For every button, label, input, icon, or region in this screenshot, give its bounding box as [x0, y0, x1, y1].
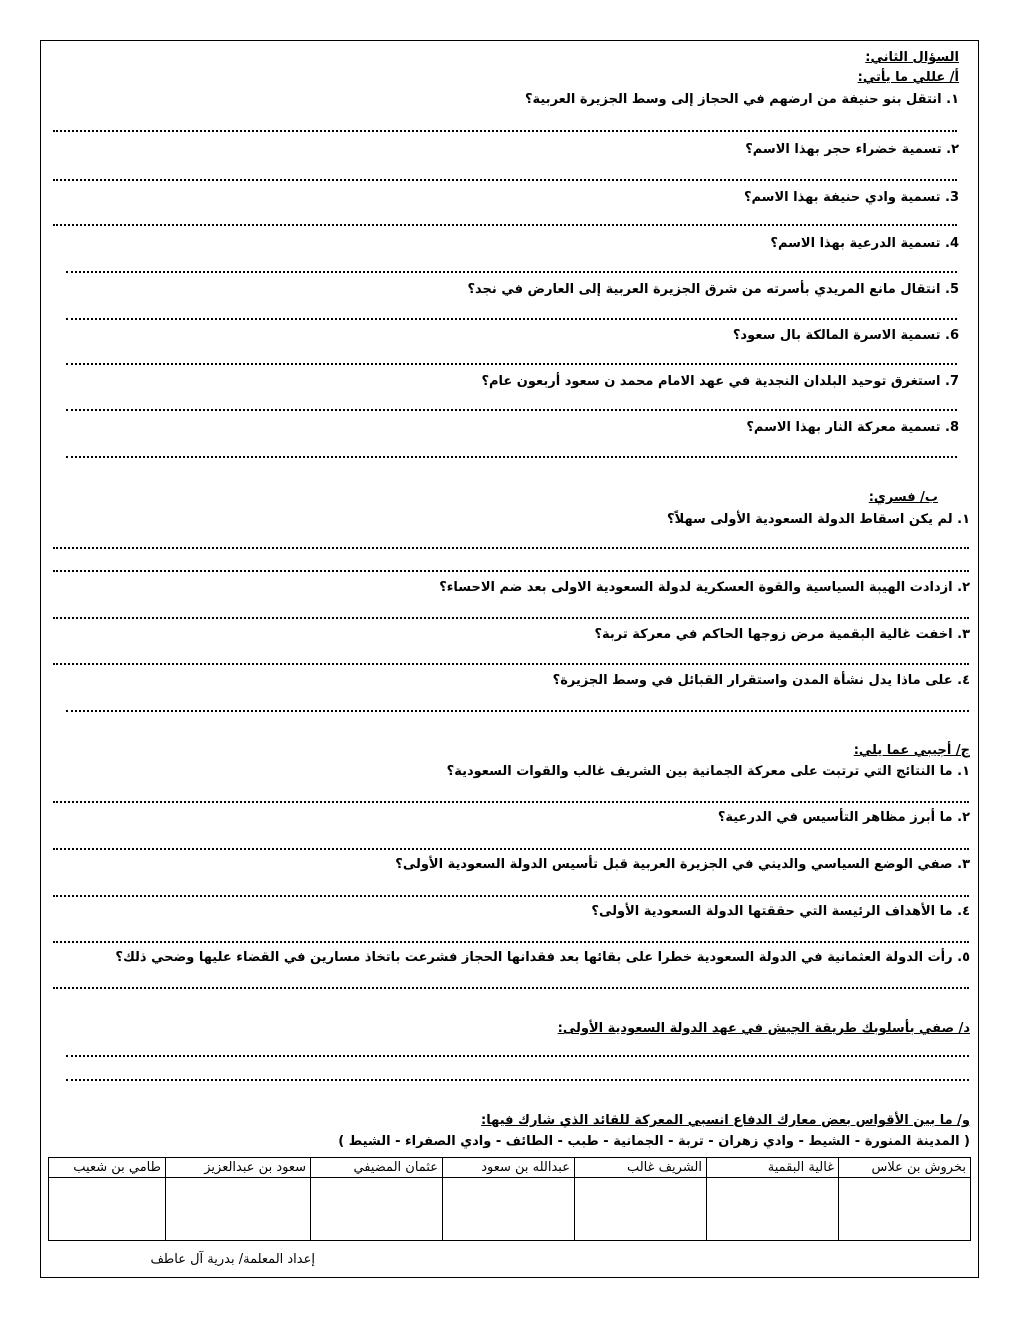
part-a-question: 8. تسمية معركة النار بهذا الاسم؟	[746, 420, 959, 435]
answer-cell[interactable]	[311, 1178, 443, 1241]
part-e-options: ( المدينة المنورة - الشيط - وادي زهران - تربة - الجمانية - طبب - الطائف - وادي الصفراء - الشيط )	[338, 1134, 970, 1149]
leader-header: عبدالله بن سعود	[443, 1158, 575, 1178]
leader-header: عثمان المضيفي	[311, 1158, 443, 1178]
part-b-title: ب/ فسري:	[868, 490, 938, 505]
answer-cell[interactable]	[839, 1178, 971, 1241]
part-c-question: ٣. صفي الوضع السياسي والديني في الجزيرة العربية قبل تأسيس الدولة السعودية الأولى؟	[395, 857, 970, 872]
leader-header: الشريف غالب	[575, 1158, 707, 1178]
answer-line[interactable]	[66, 271, 957, 273]
answer-line[interactable]	[53, 941, 969, 943]
answer-line[interactable]	[53, 895, 969, 897]
answer-cell[interactable]	[575, 1178, 707, 1241]
answer-line[interactable]	[53, 801, 969, 803]
part-c-question: ١. ما النتائج التي ترتبت على معركة الجمانية بين الشريف غالب والقوات السعودية؟	[446, 764, 970, 779]
answer-line[interactable]	[53, 547, 969, 549]
answer-line[interactable]	[66, 710, 969, 712]
part-a-question: ٢. تسمية خضراء حجر بهذا الاسم؟	[745, 142, 959, 157]
part-d-title: د/ صفي بأسلوبك طريقة الجيش في عهد الدولة السعودية الأولى:	[557, 1021, 970, 1036]
part-a-title: أ/ عللي ما يأتي:	[857, 70, 959, 85]
part-b-question: ١. لم يكن اسقاط الدولة السعودية الأولى سهلاً؟	[667, 512, 970, 527]
part-a-question: 7. استغرق توحيد البلدان النجدية في عهد الامام محمد ن سعود أربعون عام؟	[481, 374, 959, 389]
answer-line[interactable]	[53, 663, 969, 665]
leader-header: سعود بن عبدالعزيز	[166, 1158, 311, 1178]
answer-line[interactable]	[66, 409, 957, 411]
part-e-title: و/ ما بين الأقواس بعض معارك الدفاع انسبي المعركة للقائد الذي شارك فيها:	[481, 1113, 970, 1128]
table-answer-row	[49, 1178, 971, 1241]
answer-line[interactable]	[53, 130, 957, 132]
answer-line[interactable]	[53, 987, 969, 989]
part-b-question: ٢. ازدادت الهيبة السياسية والقوة العسكرية لدولة السعودية الاولى بعد ضم الاحساء؟	[439, 580, 970, 595]
answer-cell[interactable]	[49, 1178, 166, 1241]
part-a-question: 6. تسمية الاسرة المالكة بال سعود؟	[732, 328, 959, 343]
answer-line[interactable]	[53, 570, 969, 572]
answer-cell[interactable]	[707, 1178, 839, 1241]
part-c-question: ٢. ما أبرز مظاهر التأسيس في الدرعية؟	[717, 810, 970, 825]
answer-cell[interactable]	[443, 1178, 575, 1241]
leader-header: غالية البقمية	[707, 1158, 839, 1178]
answer-line[interactable]	[66, 1079, 969, 1081]
answer-line[interactable]	[53, 179, 957, 181]
table-header-row	[49, 1158, 971, 1178]
teacher-signature: إعداد المعلمة/ بدرية آل عاطف	[150, 1252, 315, 1267]
part-a-question: ١. انتقل بنو حنيفة من ارضهم في الحجاز إلى وسط الجزيرة العربية؟	[524, 92, 959, 107]
answer-line[interactable]	[66, 363, 957, 365]
leaders-table	[48, 1157, 971, 1241]
part-a-question: 5. انتقال مانع المريدي بأسرته من شرق الجزيرة العربية إلى العارض في نجد؟	[467, 282, 959, 297]
answer-cell[interactable]	[166, 1178, 311, 1241]
leader-header: بخروش بن علاس	[839, 1158, 971, 1178]
answer-line[interactable]	[53, 224, 957, 226]
part-a-question: 4. تسمية الدرعية بهذا الاسم؟	[770, 236, 959, 251]
leader-header: طامي بن شعيب	[49, 1158, 166, 1178]
answer-line[interactable]	[66, 318, 957, 320]
part-b-question: ٤. على ماذا يدل نشأة المدن واستقرار القبائل في وسط الجزيرة؟	[552, 673, 970, 688]
answer-line[interactable]	[53, 848, 969, 850]
part-b-question: ٣. اخفت غالية البقمية مرض زوجها الحاكم في معركة تربة؟	[594, 627, 970, 642]
section-title: السؤال الثاني:	[865, 50, 959, 65]
part-c-title: ج/ أجيبي عما يلي:	[853, 743, 970, 758]
part-c-question: ٥. رأت الدولة العثمانية في الدولة السعودية خطرا على بقائها بعد فقدانها الحجاز فشرعت باتخاذ مسارين في القضاء عليها وضحي ذلك؟	[115, 950, 970, 965]
answer-line[interactable]	[66, 456, 957, 458]
part-c-question: ٤. ما الأهداف الرئيسة التي حققتها الدولة السعودية الأولى؟	[591, 904, 970, 919]
answer-line[interactable]	[53, 617, 969, 619]
part-a-question: 3. تسمية وادي حنيفة بهذا الاسم؟	[743, 190, 959, 205]
answer-line[interactable]	[66, 1055, 969, 1057]
